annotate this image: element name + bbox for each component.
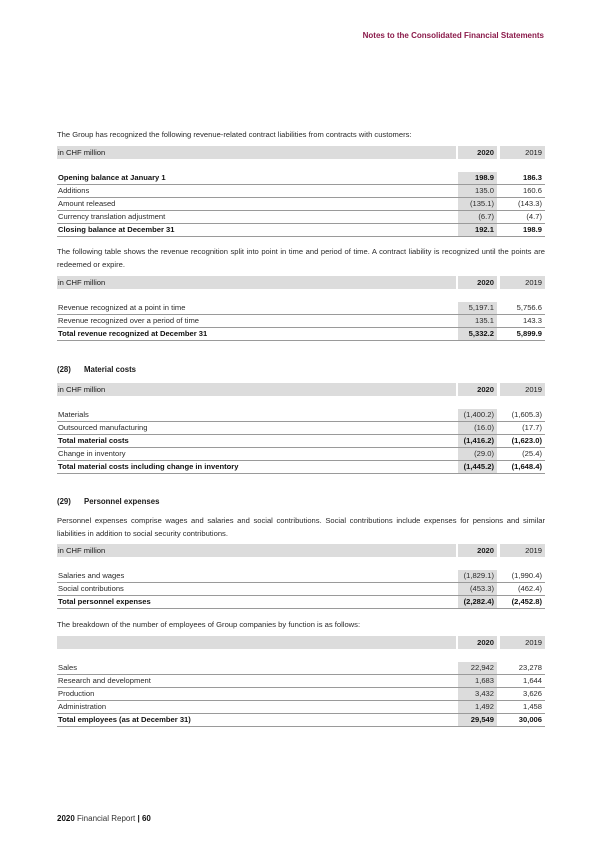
table-row-total <box>57 461 545 474</box>
table-row-total <box>57 224 545 237</box>
table-row <box>57 448 545 461</box>
row-label: Salaries and wages <box>58 571 125 580</box>
value-2019: 1,644 <box>522 676 542 685</box>
value-2020: 192.1 <box>458 224 497 236</box>
table-header <box>57 383 545 396</box>
personnel-expenses-intro: Personnel expenses comprise wages and salaries and social contributions. Social contributions include expenses for pensions and similar liabilities in addition to social security contributions. <box>57 516 545 538</box>
table-row <box>57 422 545 435</box>
header-2019: 2019 <box>500 146 545 159</box>
value-2019: 23,278 <box>518 663 542 672</box>
table-row <box>57 409 545 422</box>
value-2020: 135.1 <box>458 315 497 327</box>
value-2020: (29.0) <box>458 448 497 460</box>
header-unit-label: in CHF million <box>57 146 456 159</box>
section-title: Material costs <box>84 365 137 374</box>
row-label: Social contributions <box>58 584 124 593</box>
row-label: Materials <box>58 410 89 419</box>
revenue-recognition-table <box>57 276 545 341</box>
section-title: Personnel expenses <box>84 497 160 506</box>
value-2019: (143.3) <box>517 199 542 208</box>
value-2020: (16.0) <box>458 422 497 434</box>
table-spacer <box>57 649 545 662</box>
value-2019: 30,006 <box>518 715 542 724</box>
section-heading-material-costs <box>57 364 545 376</box>
header-unit-label <box>57 636 456 649</box>
row-label: Closing balance at December 31 <box>58 225 175 234</box>
header-unit-label: in CHF million <box>57 383 456 396</box>
table-row <box>57 302 545 315</box>
value-2020: 135.0 <box>458 185 497 197</box>
value-2020: (6.7) <box>458 211 497 223</box>
value-2019: (25.4) <box>522 449 542 458</box>
table-row <box>57 570 545 583</box>
value-2020: (2,282.4) <box>458 596 497 608</box>
row-label: Currency translation adjustment <box>58 212 166 221</box>
value-2020: (1,829.1) <box>458 570 497 582</box>
header-2020: 2020 <box>458 146 497 159</box>
table-spacer <box>57 289 545 302</box>
table-row <box>57 662 545 675</box>
value-2019: (2,452.8) <box>511 597 542 606</box>
table-header <box>57 636 545 649</box>
value-2019: 198.9 <box>522 225 542 234</box>
footer-report-label: Financial Report <box>74 814 138 823</box>
header-2020: 2020 <box>458 544 497 557</box>
row-label: Amount released <box>58 199 116 208</box>
table-row-total <box>57 328 545 341</box>
row-label: Total material costs <box>58 436 129 445</box>
row-label: Additions <box>58 186 90 195</box>
table-header <box>57 146 545 159</box>
section-number: (29) <box>57 497 71 506</box>
value-2020: (1,445.2) <box>458 461 497 473</box>
table-row-total <box>57 596 545 609</box>
header-2019: 2019 <box>500 636 545 649</box>
employees-table <box>57 636 545 727</box>
row-label: Total material costs including change in inventory <box>58 462 239 471</box>
value-2020: 1,492 <box>458 701 497 713</box>
table-row <box>57 211 545 224</box>
section-number: (28) <box>57 365 71 374</box>
value-2019: (17.7) <box>522 423 542 432</box>
row-label: Revenue recognized over a period of time <box>58 316 199 325</box>
value-2019: (462.4) <box>517 584 542 593</box>
table-row <box>57 198 545 211</box>
section-heading-personnel-expenses <box>57 496 545 508</box>
row-label: Research and development <box>58 676 151 685</box>
page-footer <box>57 814 151 823</box>
header-2019: 2019 <box>500 383 545 396</box>
table-row <box>57 172 545 185</box>
footer-year: 2020 <box>57 814 75 823</box>
value-2019: 160.6 <box>522 186 542 195</box>
value-2020: (1,400.2) <box>458 409 497 421</box>
value-2020: (453.3) <box>458 583 497 595</box>
header-unit-label: in CHF million <box>57 276 456 289</box>
employees-intro: The breakdown of the number of employees of Group companies by function is as follows: <box>57 620 361 629</box>
value-2019: 5,756.6 <box>516 303 542 312</box>
value-2019: (1,605.3) <box>511 410 542 419</box>
row-label: Total personnel expenses <box>58 597 151 606</box>
table-header <box>57 544 545 557</box>
header-2019: 2019 <box>500 276 545 289</box>
running-header-title: Notes to the Consolidated Financial Statements <box>362 31 544 40</box>
table-row <box>57 688 545 701</box>
row-label: Sales <box>58 663 77 672</box>
value-2020: 5,197.1 <box>458 302 497 314</box>
header-unit-label: in CHF million <box>57 544 456 557</box>
header-2019: 2019 <box>500 544 545 557</box>
value-2019: 3,626 <box>522 689 542 698</box>
header-2020: 2020 <box>458 383 497 396</box>
contract-liabilities-intro: The Group has recognized the following revenue-related contract liabilities from contracts with customers: <box>57 130 412 139</box>
row-label: Outsourced manufacturing <box>58 423 148 432</box>
material-costs-table <box>57 383 545 474</box>
contract-liabilities-table <box>57 146 545 237</box>
table-row <box>57 583 545 596</box>
personnel-expenses-table <box>57 544 545 609</box>
value-2020: (135.1) <box>458 198 497 210</box>
footer-separator: | <box>137 814 140 823</box>
table-header <box>57 276 545 289</box>
revenue-recognition-intro: The following table shows the revenue recognition split into point in time and period of time. A contract liability is recognized until the points are redeemed or expire. <box>57 247 545 269</box>
table-row <box>57 701 545 714</box>
row-label: Production <box>58 689 95 698</box>
table-row-total <box>57 714 545 727</box>
row-label: Change in inventory <box>58 449 126 458</box>
table-row <box>57 185 545 198</box>
page-content <box>57 128 545 727</box>
row-label: Administration <box>58 702 107 711</box>
value-2020: (1,416.2) <box>458 435 497 447</box>
value-2019: (1,648.4) <box>511 462 542 471</box>
value-2019: 1,458 <box>522 702 542 711</box>
row-label: Revenue recognized at a point in time <box>58 303 186 312</box>
value-2020: 5,332.2 <box>458 328 497 340</box>
table-row-subtotal <box>57 435 545 448</box>
footer-page-number: 60 <box>139 814 151 823</box>
value-2019: 5,899.9 <box>516 329 542 338</box>
value-2020: 22,942 <box>458 662 497 674</box>
row-label: Total revenue recognized at December 31 <box>58 329 208 338</box>
table-row <box>57 675 545 688</box>
value-2019: (1,990.4) <box>511 571 542 580</box>
row-label: Opening balance at January 1 <box>58 173 166 182</box>
value-2020: 29,549 <box>458 714 497 726</box>
value-2020: 1,683 <box>458 675 497 687</box>
table-row <box>57 315 545 328</box>
header-2020: 2020 <box>458 636 497 649</box>
row-label: Total employees (as at December 31) <box>58 715 191 724</box>
value-2019: 186.3 <box>522 173 542 182</box>
table-spacer <box>57 396 545 409</box>
table-spacer <box>57 557 545 570</box>
value-2019: (4.7) <box>526 212 542 221</box>
header-2020: 2020 <box>458 276 497 289</box>
value-2019: (1,623.0) <box>511 436 542 445</box>
value-2020: 198.9 <box>458 172 497 184</box>
value-2019: 143.3 <box>522 316 542 325</box>
table-spacer <box>57 159 545 172</box>
value-2020: 3,432 <box>458 688 497 700</box>
